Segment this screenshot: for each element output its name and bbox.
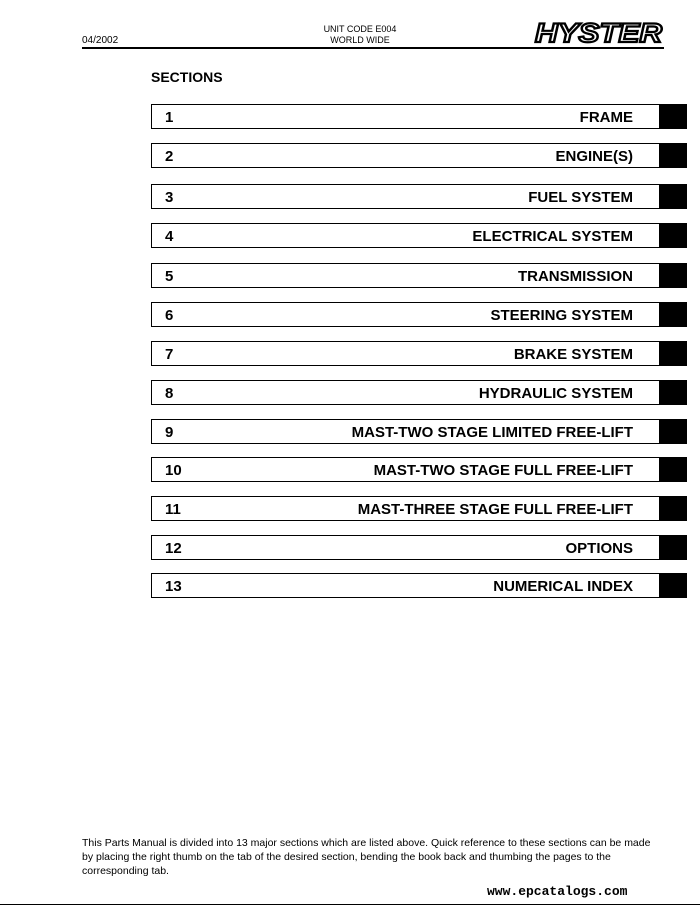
section-thumb-tab[interactable] bbox=[660, 184, 687, 209]
section-title: BRAKE SYSTEM bbox=[513, 346, 633, 363]
section-row bbox=[151, 341, 687, 366]
section-thumb-tab[interactable] bbox=[660, 419, 687, 444]
section-entry[interactable] bbox=[151, 380, 660, 405]
section-number: 10 bbox=[165, 462, 182, 479]
section-title: HYDRAULIC SYSTEM bbox=[478, 385, 633, 402]
revision-date: 04/2002 bbox=[82, 35, 119, 46]
section-number: 8 bbox=[165, 385, 174, 402]
section-title: NUMERICAL INDEX bbox=[493, 578, 633, 595]
section-title: FRAME bbox=[579, 109, 633, 126]
section-title: OPTIONS bbox=[565, 540, 633, 557]
unit-code: UNIT CODE E004 bbox=[323, 24, 397, 34]
section-thumb-tab[interactable] bbox=[660, 223, 687, 248]
section-row bbox=[151, 419, 687, 444]
section-thumb-tab[interactable] bbox=[660, 535, 687, 560]
section-entry[interactable] bbox=[151, 184, 660, 209]
section-number: 11 bbox=[165, 501, 181, 518]
section-title: MAST-THREE STAGE FULL FREE-LIFT bbox=[357, 501, 633, 518]
section-row bbox=[151, 104, 687, 129]
section-entry[interactable] bbox=[151, 104, 660, 129]
section-row bbox=[151, 302, 687, 327]
section-number: 5 bbox=[165, 268, 174, 285]
section-thumb-tab[interactable] bbox=[660, 341, 687, 366]
region-label: WORLD WIDE bbox=[330, 35, 390, 45]
section-title: MAST-TWO STAGE LIMITED FREE-LIFT bbox=[351, 424, 633, 441]
section-number: 7 bbox=[165, 346, 174, 363]
section-thumb-tab[interactable] bbox=[660, 263, 687, 288]
section-row bbox=[151, 380, 687, 405]
section-entry[interactable] bbox=[151, 341, 660, 366]
bottom-rule bbox=[0, 904, 700, 905]
section-row bbox=[151, 535, 687, 560]
section-thumb-tab[interactable] bbox=[660, 457, 687, 482]
hyster-logo bbox=[533, 18, 665, 46]
section-number: 1 bbox=[165, 109, 174, 126]
section-title: TRANSMISSION bbox=[517, 268, 633, 285]
sections-heading: SECTIONS bbox=[151, 69, 223, 85]
svg-text:HYSTER: HYSTER bbox=[535, 18, 663, 46]
section-entry[interactable] bbox=[151, 535, 660, 560]
section-title: STEERING SYSTEM bbox=[490, 307, 633, 324]
section-entry[interactable] bbox=[151, 573, 660, 598]
section-thumb-tab[interactable] bbox=[660, 496, 687, 521]
section-row bbox=[151, 223, 687, 248]
section-row bbox=[151, 143, 687, 168]
section-thumb-tab[interactable] bbox=[660, 380, 687, 405]
website-url[interactable]: www.epcatalogs.com bbox=[487, 884, 628, 899]
section-thumb-tab[interactable] bbox=[660, 104, 687, 129]
section-entry[interactable] bbox=[151, 143, 660, 168]
section-number: 6 bbox=[165, 307, 174, 324]
section-row bbox=[151, 184, 687, 209]
section-number: 3 bbox=[165, 189, 174, 206]
section-row bbox=[151, 496, 687, 521]
section-title: ELECTRICAL SYSTEM bbox=[472, 228, 633, 245]
section-entry[interactable] bbox=[151, 302, 660, 327]
section-entry[interactable] bbox=[151, 223, 660, 248]
section-row bbox=[151, 263, 687, 288]
unit-code-block bbox=[300, 24, 420, 46]
footer-note: This Parts Manual is divided into 13 major sections which are listed above. Quick reference to these sections can be made by placing the right thumb on the tab of the desired section, bending the book back and thumbing the pages to the corresponding tab. bbox=[82, 837, 651, 877]
section-thumb-tab[interactable] bbox=[660, 143, 687, 168]
section-title: FUEL SYSTEM bbox=[528, 189, 633, 206]
section-entry[interactable] bbox=[151, 457, 660, 482]
section-number: 4 bbox=[165, 228, 174, 245]
section-row bbox=[151, 573, 687, 598]
section-title: ENGINE(S) bbox=[555, 148, 633, 165]
section-row bbox=[151, 457, 687, 482]
section-number: 12 bbox=[165, 540, 182, 557]
section-title: MAST-TWO STAGE FULL FREE-LIFT bbox=[373, 462, 633, 479]
section-entry[interactable] bbox=[151, 496, 660, 521]
section-number: 9 bbox=[165, 424, 174, 441]
section-thumb-tab[interactable] bbox=[660, 573, 687, 598]
section-entry[interactable] bbox=[151, 419, 660, 444]
header-rule bbox=[82, 47, 664, 49]
section-entry[interactable] bbox=[151, 263, 660, 288]
section-thumb-tab[interactable] bbox=[660, 302, 687, 327]
section-number: 2 bbox=[165, 148, 174, 165]
section-number: 13 bbox=[165, 578, 182, 595]
